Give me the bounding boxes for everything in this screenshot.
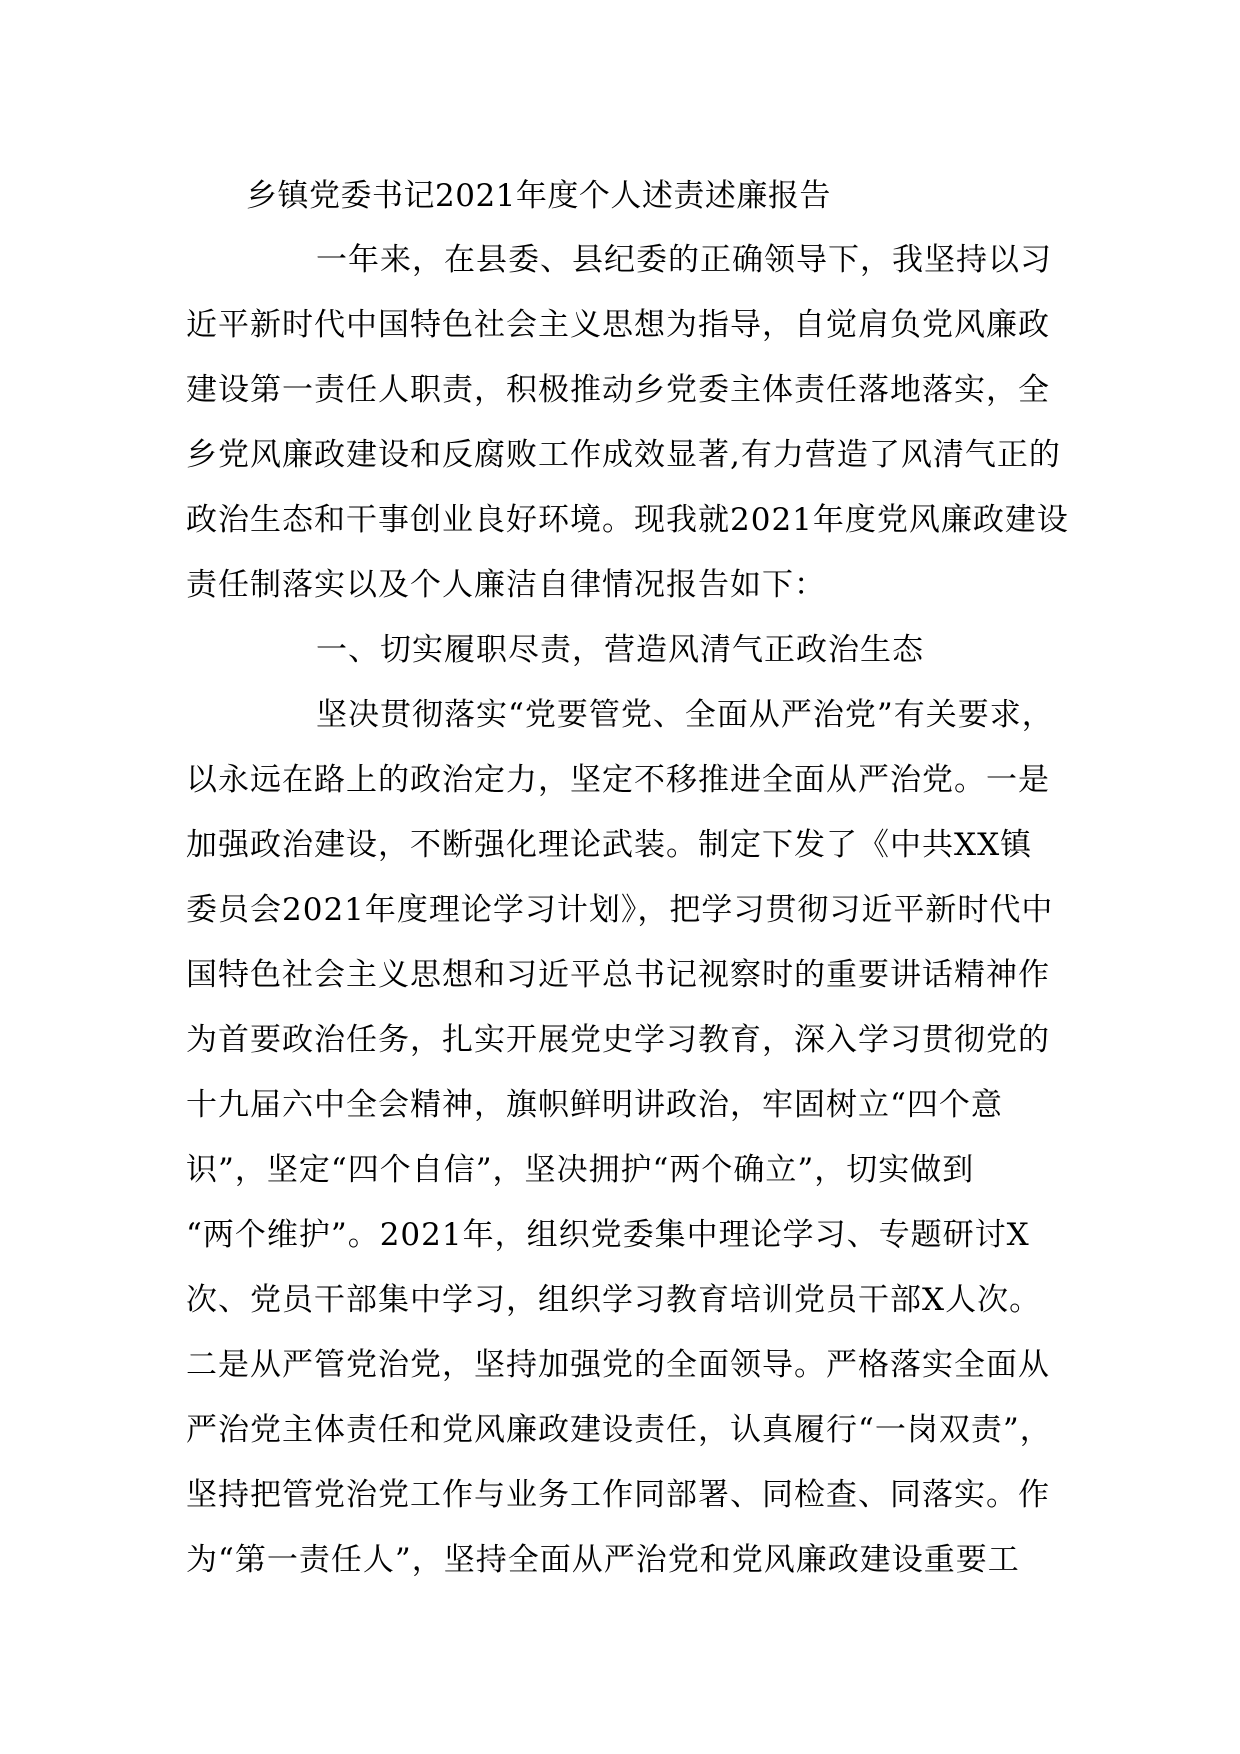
paragraph-line: 一年来，在县委、县纪委的正确领导下，我坚持以习 <box>316 242 1052 278</box>
paragraph-line: 为首要政治任务，扎实开展党史学习教育，深入学习贯彻党的 <box>186 1022 1050 1058</box>
paragraph-line: 加强政治建设，不断强化理论武装。制定下发了《中共XX镇 <box>186 827 1033 863</box>
paragraph-line: 坚持把管党治党工作与业务工作同部署、同检查、同落实。作 <box>186 1477 1050 1513</box>
paragraph-line: 近平新时代中国特色社会主义思想为指导，自觉肩负党风廉政 <box>186 307 1050 343</box>
paragraph-line: 以永远在路上的政治定力，坚定不移推进全面从严治党。一是 <box>186 762 1050 798</box>
section-heading: 一、切实履职尽责，营造风清气正政治生态 <box>316 632 924 668</box>
paragraph-line: 为“第一责任人”，坚持全面从严治党和党风廉政建设重要工 <box>186 1542 1020 1578</box>
paragraph-line: 严治党主体责任和党风廉政建设责任，认真履行“一岗双责”， <box>186 1412 1052 1448</box>
paragraph-line: 次、党员干部集中学习，组织学习教育培训党员干部X人次。 <box>186 1282 1042 1318</box>
paragraph-line: 国特色社会主义思想和习近平总书记视察时的重要讲话精神作 <box>186 957 1050 993</box>
paragraph-line: 二是从严管党治党，坚持加强党的全面领导。严格落实全面从 <box>186 1347 1050 1383</box>
paragraph-line: 乡党风廉政建设和反腐败工作成效显著,有力营造了风清气正的 <box>186 437 1061 473</box>
paragraph-line: “两个维护”。2021年，组织党委集中理论学习、专题研讨X <box>186 1217 1030 1253</box>
paragraph-line: 建设第一责任人职责，积极推动乡党委主体责任落地落实，全 <box>186 372 1050 408</box>
paragraph-line: 坚决贯彻落实“党要管党、全面从严治党”有关要求， <box>316 697 1054 733</box>
paragraph-line: 委员会2021年度理论学习计划》，把学习贯彻习近平新时代中 <box>186 892 1054 928</box>
paragraph-line: 责任制落实以及个人廉洁自律情况报告如下： <box>186 567 826 603</box>
paragraph-line: 十九届六中全会精神，旗帜鲜明讲政治，牢固树立“四个意 <box>186 1087 1003 1123</box>
paragraph-line: 政治生态和干事创业良好环境。现我就2021年度党风廉政建设 <box>186 502 1069 538</box>
paragraph-line: 识”，坚定“四个自信”，坚决拥护“两个确立”，切实做到 <box>186 1152 975 1188</box>
document-title: 乡镇党委书记2021年度个人述责述廉报告 <box>246 178 831 214</box>
